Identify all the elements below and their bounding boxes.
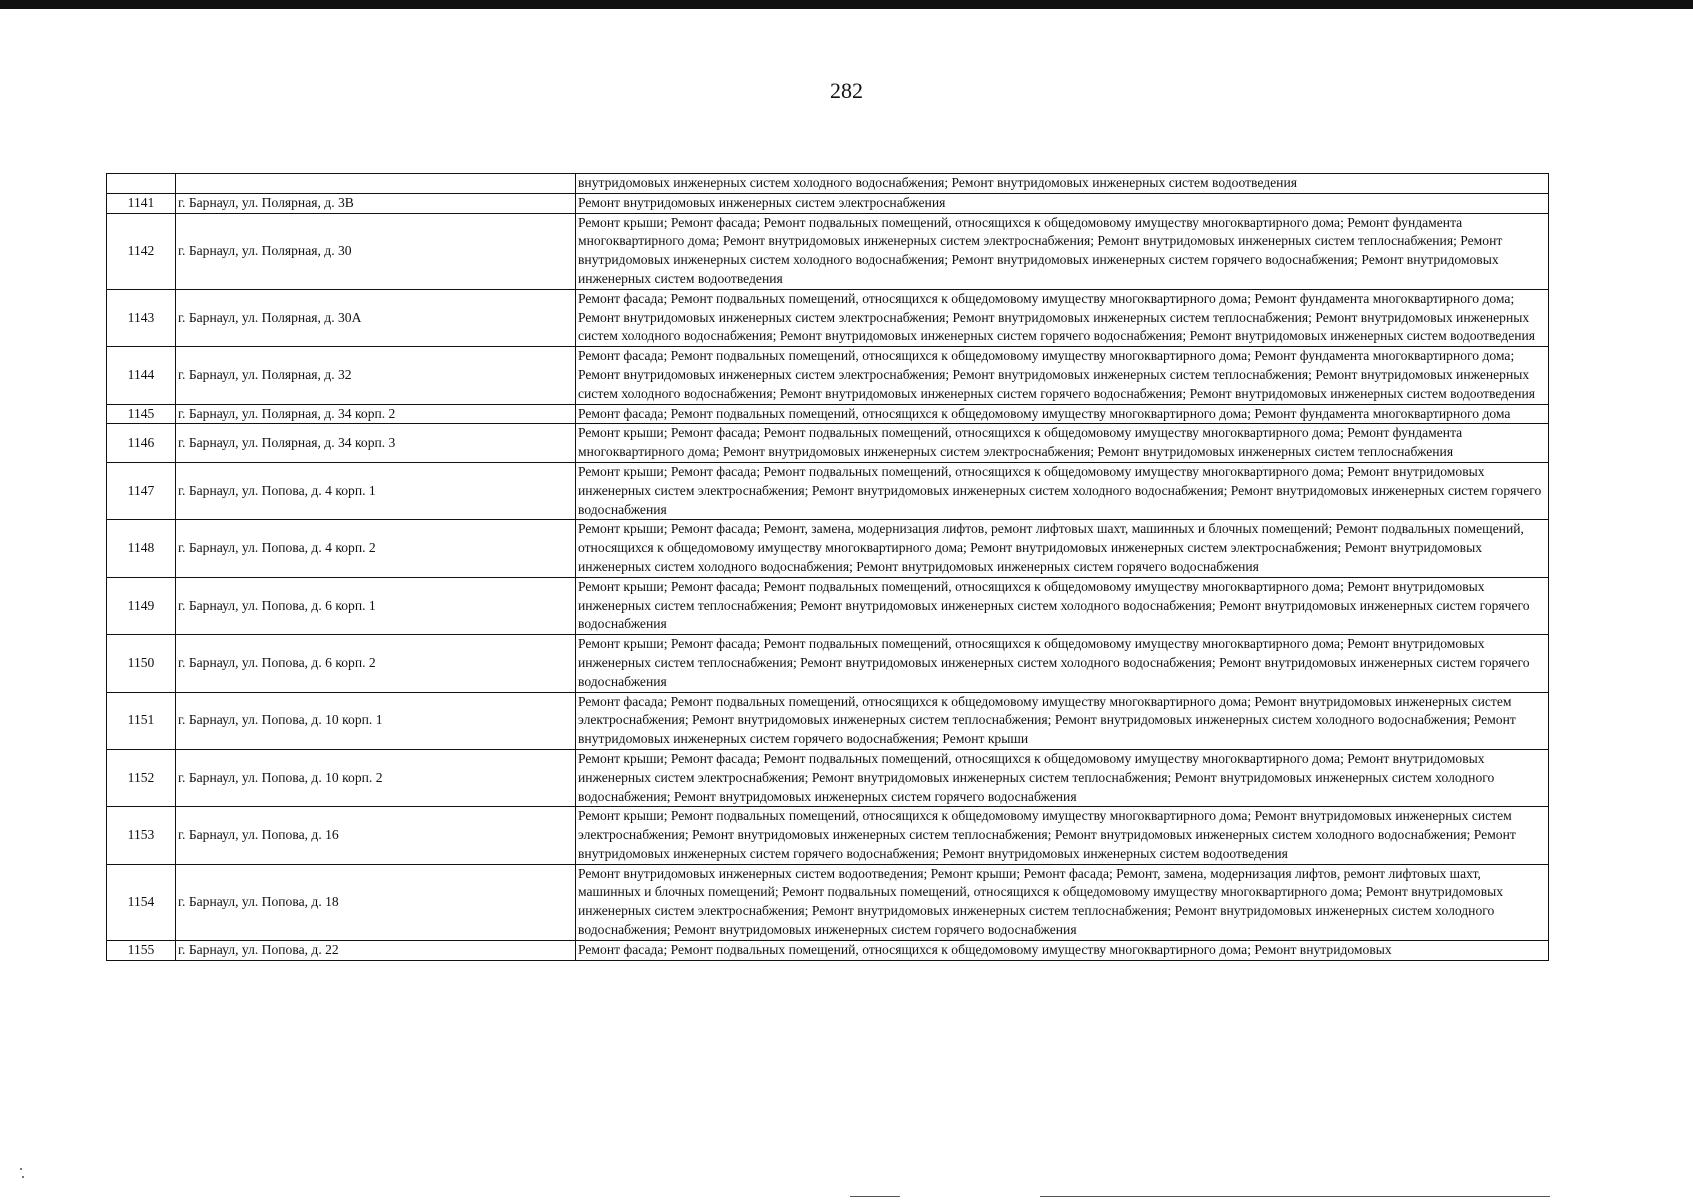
row-number: 1145 [107,404,176,424]
row-address [176,174,576,194]
table-row [107,462,1549,519]
table-row [107,347,1549,404]
row-works: Ремонт крыши; Ремонт фасада; Ремонт подвальных помещений, относящихся к общедомовому имуществу многоквартирного дома; Ремонт фундамента многоквартирного дома; Ремонт внутридомовых инженерных систем электроснабжения; Ремонт внутридомовых инженерных систем теплоснабжения [576,424,1549,463]
repair-register-table [106,173,1549,961]
table-row [107,193,1549,213]
table-row [107,749,1549,806]
row-address: г. Барнаул, ул. Попова, д. 6 корп. 1 [176,577,576,634]
row-address: г. Барнаул, ул. Попова, д. 6 корп. 2 [176,635,576,692]
row-number: 1141 [107,193,176,213]
row-number: 1147 [107,462,176,519]
row-works: Ремонт внутридомовых инженерных систем водоотведения; Ремонт крыши; Ремонт фасада; Ремонт, замена, модернизация лифтов, ремонт лифтовых шахт, машинных и блочных помещений; Ремонт подвальных помещений, относящихся к общедомовому имуществу многоквартирного дома; Ремонт внутридомовых инженерных систем электроснабжения; Ремонт внутридомовых инженерных систем теплоснабжения; Ремонт внутридомовых инженерных систем холодного водоснабжения; Ремонт внутридомовых инженерных систем горячего водоснабжения [576,864,1549,940]
table-row-continuation [107,174,1549,194]
row-number: 1150 [107,635,176,692]
row-address: г. Барнаул, ул. Попова, д. 18 [176,864,576,940]
row-number: 1149 [107,577,176,634]
row-number: 1146 [107,424,176,463]
row-works: Ремонт крыши; Ремонт фасада; Ремонт подвальных помещений, относящихся к общедомовому имуществу многоквартирного дома; Ремонт фундамента многоквартирного дома; Ремонт внутридомовых инженерных систем электроснабжения; Ремонт внутридомовых инженерных систем теплоснабжения; Ремонт внутридомовых инженерных систем холодного водоснабжения; Ремонт внутридомовых инженерных систем горячего водоснабжения; Ремонт внутридомовых инженерных систем водоотведения [576,213,1549,289]
row-address: г. Барнаул, ул. Попова, д. 4 корп. 2 [176,520,576,577]
scan-artifact-line [1040,1196,1550,1197]
row-address: г. Барнаул, ул. Попова, д. 4 корп. 1 [176,462,576,519]
row-number: 1154 [107,864,176,940]
row-works: Ремонт крыши; Ремонт фасада; Ремонт подвальных помещений, относящихся к общедомовому имуществу многоквартирного дома; Ремонт внутридомовых инженерных систем электроснабжения; Ремонт внутридомовых инженерных систем теплоснабжения; Ремонт внутридомовых инженерных систем холодного водоснабжения; Ремонт внутридомовых инженерных систем горячего водоснабжения [576,749,1549,806]
row-number: 1155 [107,940,176,960]
row-number: 1152 [107,749,176,806]
scan-artifact-line [850,1196,900,1197]
row-address: г. Барнаул, ул. Полярная, д. 3В [176,193,576,213]
row-address: г. Барнаул, ул. Полярная, д. 30А [176,289,576,346]
row-address: г. Барнаул, ул. Полярная, д. 34 корп. 3 [176,424,576,463]
page-number: 282 [830,78,863,103]
table-row [107,577,1549,634]
table-row [107,864,1549,940]
row-works: Ремонт фасада; Ремонт подвальных помещений, относящихся к общедомовому имуществу многоквартирного дома; Ремонт фундамента многоквартирного дома; Ремонт внутридомовых инженерных систем электроснабжения; Ремонт внутридомовых инженерных систем теплоснабжения; Ремонт внутридомовых инженерных систем холодного водоснабжения; Ремонт внутридомовых инженерных систем горячего водоснабжения; Ремонт внутридомовых инженерных систем водоотведения [576,289,1549,346]
row-works: внутридомовых инженерных систем холодного водоснабжения; Ремонт внутридомовых инженерных систем водоотведения [576,174,1549,194]
row-address: г. Барнаул, ул. Полярная, д. 32 [176,347,576,404]
row-works: Ремонт крыши; Ремонт подвальных помещений, относящихся к общедомовому имуществу многоквартирного дома; Ремонт внутридомовых инженерных систем электроснабжения; Ремонт внутридомовых инженерных систем теплоснабжения; Ремонт внутридомовых инженерных систем холодного водоснабжения; Ремонт внутридомовых инженерных систем горячего водоснабжения; Ремонт внутридомовых инженерных систем водоотведения [576,807,1549,864]
row-number [107,174,176,194]
row-works: Ремонт фасада; Ремонт подвальных помещений, относящихся к общедомовому имуществу многоквартирного дома; Ремонт фундамента многоквартирного дома; Ремонт внутридомовых инженерных систем электроснабжения; Ремонт внутридомовых инженерных систем теплоснабжения; Ремонт внутридомовых инженерных систем холодного водоснабжения; Ремонт внутридомовых инженерных систем горячего водоснабжения; Ремонт внутридомовых инженерных систем водоотведения [576,347,1549,404]
table-row [107,289,1549,346]
row-works: Ремонт фасада; Ремонт подвальных помещений, относящихся к общедомовому имуществу многоквартирного дома; Ремонт внутридомовых инженерных систем электроснабжения; Ремонт внутридомовых инженерных систем теплоснабжения; Ремонт внутридомовых инженерных систем холодного водоснабжения; Ремонт внутридомовых инженерных систем горячего водоснабжения; Ремонт крыши [576,692,1549,749]
row-works: Ремонт крыши; Ремонт фасада; Ремонт подвальных помещений, относящихся к общедомовому имуществу многоквартирного дома; Ремонт внутридомовых инженерных систем теплоснабжения; Ремонт внутридомовых инженерных систем холодного водоснабжения; Ремонт внутридомовых инженерных систем горячего водоснабжения [576,635,1549,692]
row-works: Ремонт крыши; Ремонт фасада; Ремонт, замена, модернизация лифтов, ремонт лифтовых шахт, машинных и блочных помещений; Ремонт подвальных помещений, относящихся к общедомовому имуществу многоквартирного дома; Ремонт внутридомовых инженерных систем электроснабжения; Ремонт внутридомовых инженерных систем холодного водоснабжения; Ремонт внутридомовых инженерных систем горячего водоснабжения [576,520,1549,577]
row-address: г. Барнаул, ул. Попова, д. 10 корп. 1 [176,692,576,749]
table-row [107,807,1549,864]
row-number: 1144 [107,347,176,404]
row-address: г. Барнаул, ул. Попова, д. 16 [176,807,576,864]
scan-speck [20,1168,22,1170]
row-address: г. Барнаул, ул. Полярная, д. 34 корп. 2 [176,404,576,424]
row-number: 1153 [107,807,176,864]
table-row [107,213,1549,289]
row-number: 1148 [107,520,176,577]
row-works: Ремонт фасада; Ремонт подвальных помещений, относящихся к общедомовому имуществу многоквартирного дома; Ремонт внутридомовых [576,940,1549,960]
table-row [107,404,1549,424]
row-number: 1143 [107,289,176,346]
row-address: г. Барнаул, ул. Попова, д. 10 корп. 2 [176,749,576,806]
row-number: 1142 [107,213,176,289]
table-row [107,940,1549,960]
table-row [107,692,1549,749]
scan-top-border [0,0,1693,9]
row-address: г. Барнаул, ул. Попова, д. 22 [176,940,576,960]
table-row [107,635,1549,692]
scan-speck [22,1176,24,1178]
row-works: Ремонт внутридомовых инженерных систем электроснабжения [576,193,1549,213]
table-body [107,174,1549,961]
table-row [107,520,1549,577]
row-works: Ремонт крыши; Ремонт фасада; Ремонт подвальных помещений, относящихся к общедомовому имуществу многоквартирного дома; Ремонт внутридомовых инженерных систем электроснабжения; Ремонт внутридомовых инженерных систем холодного водоснабжения; Ремонт внутридомовых инженерных систем горячего водоснабжения [576,462,1549,519]
row-works: Ремонт крыши; Ремонт фасада; Ремонт подвальных помещений, относящихся к общедомовому имуществу многоквартирного дома; Ремонт внутридомовых инженерных систем теплоснабжения; Ремонт внутридомовых инженерных систем холодного водоснабжения; Ремонт внутридомовых инженерных систем горячего водоснабжения [576,577,1549,634]
row-works: Ремонт фасада; Ремонт подвальных помещений, относящихся к общедомовому имуществу многоквартирного дома; Ремонт фундамента многоквартирного дома [576,404,1549,424]
row-address: г. Барнаул, ул. Полярная, д. 30 [176,213,576,289]
table-row [107,424,1549,463]
row-number: 1151 [107,692,176,749]
